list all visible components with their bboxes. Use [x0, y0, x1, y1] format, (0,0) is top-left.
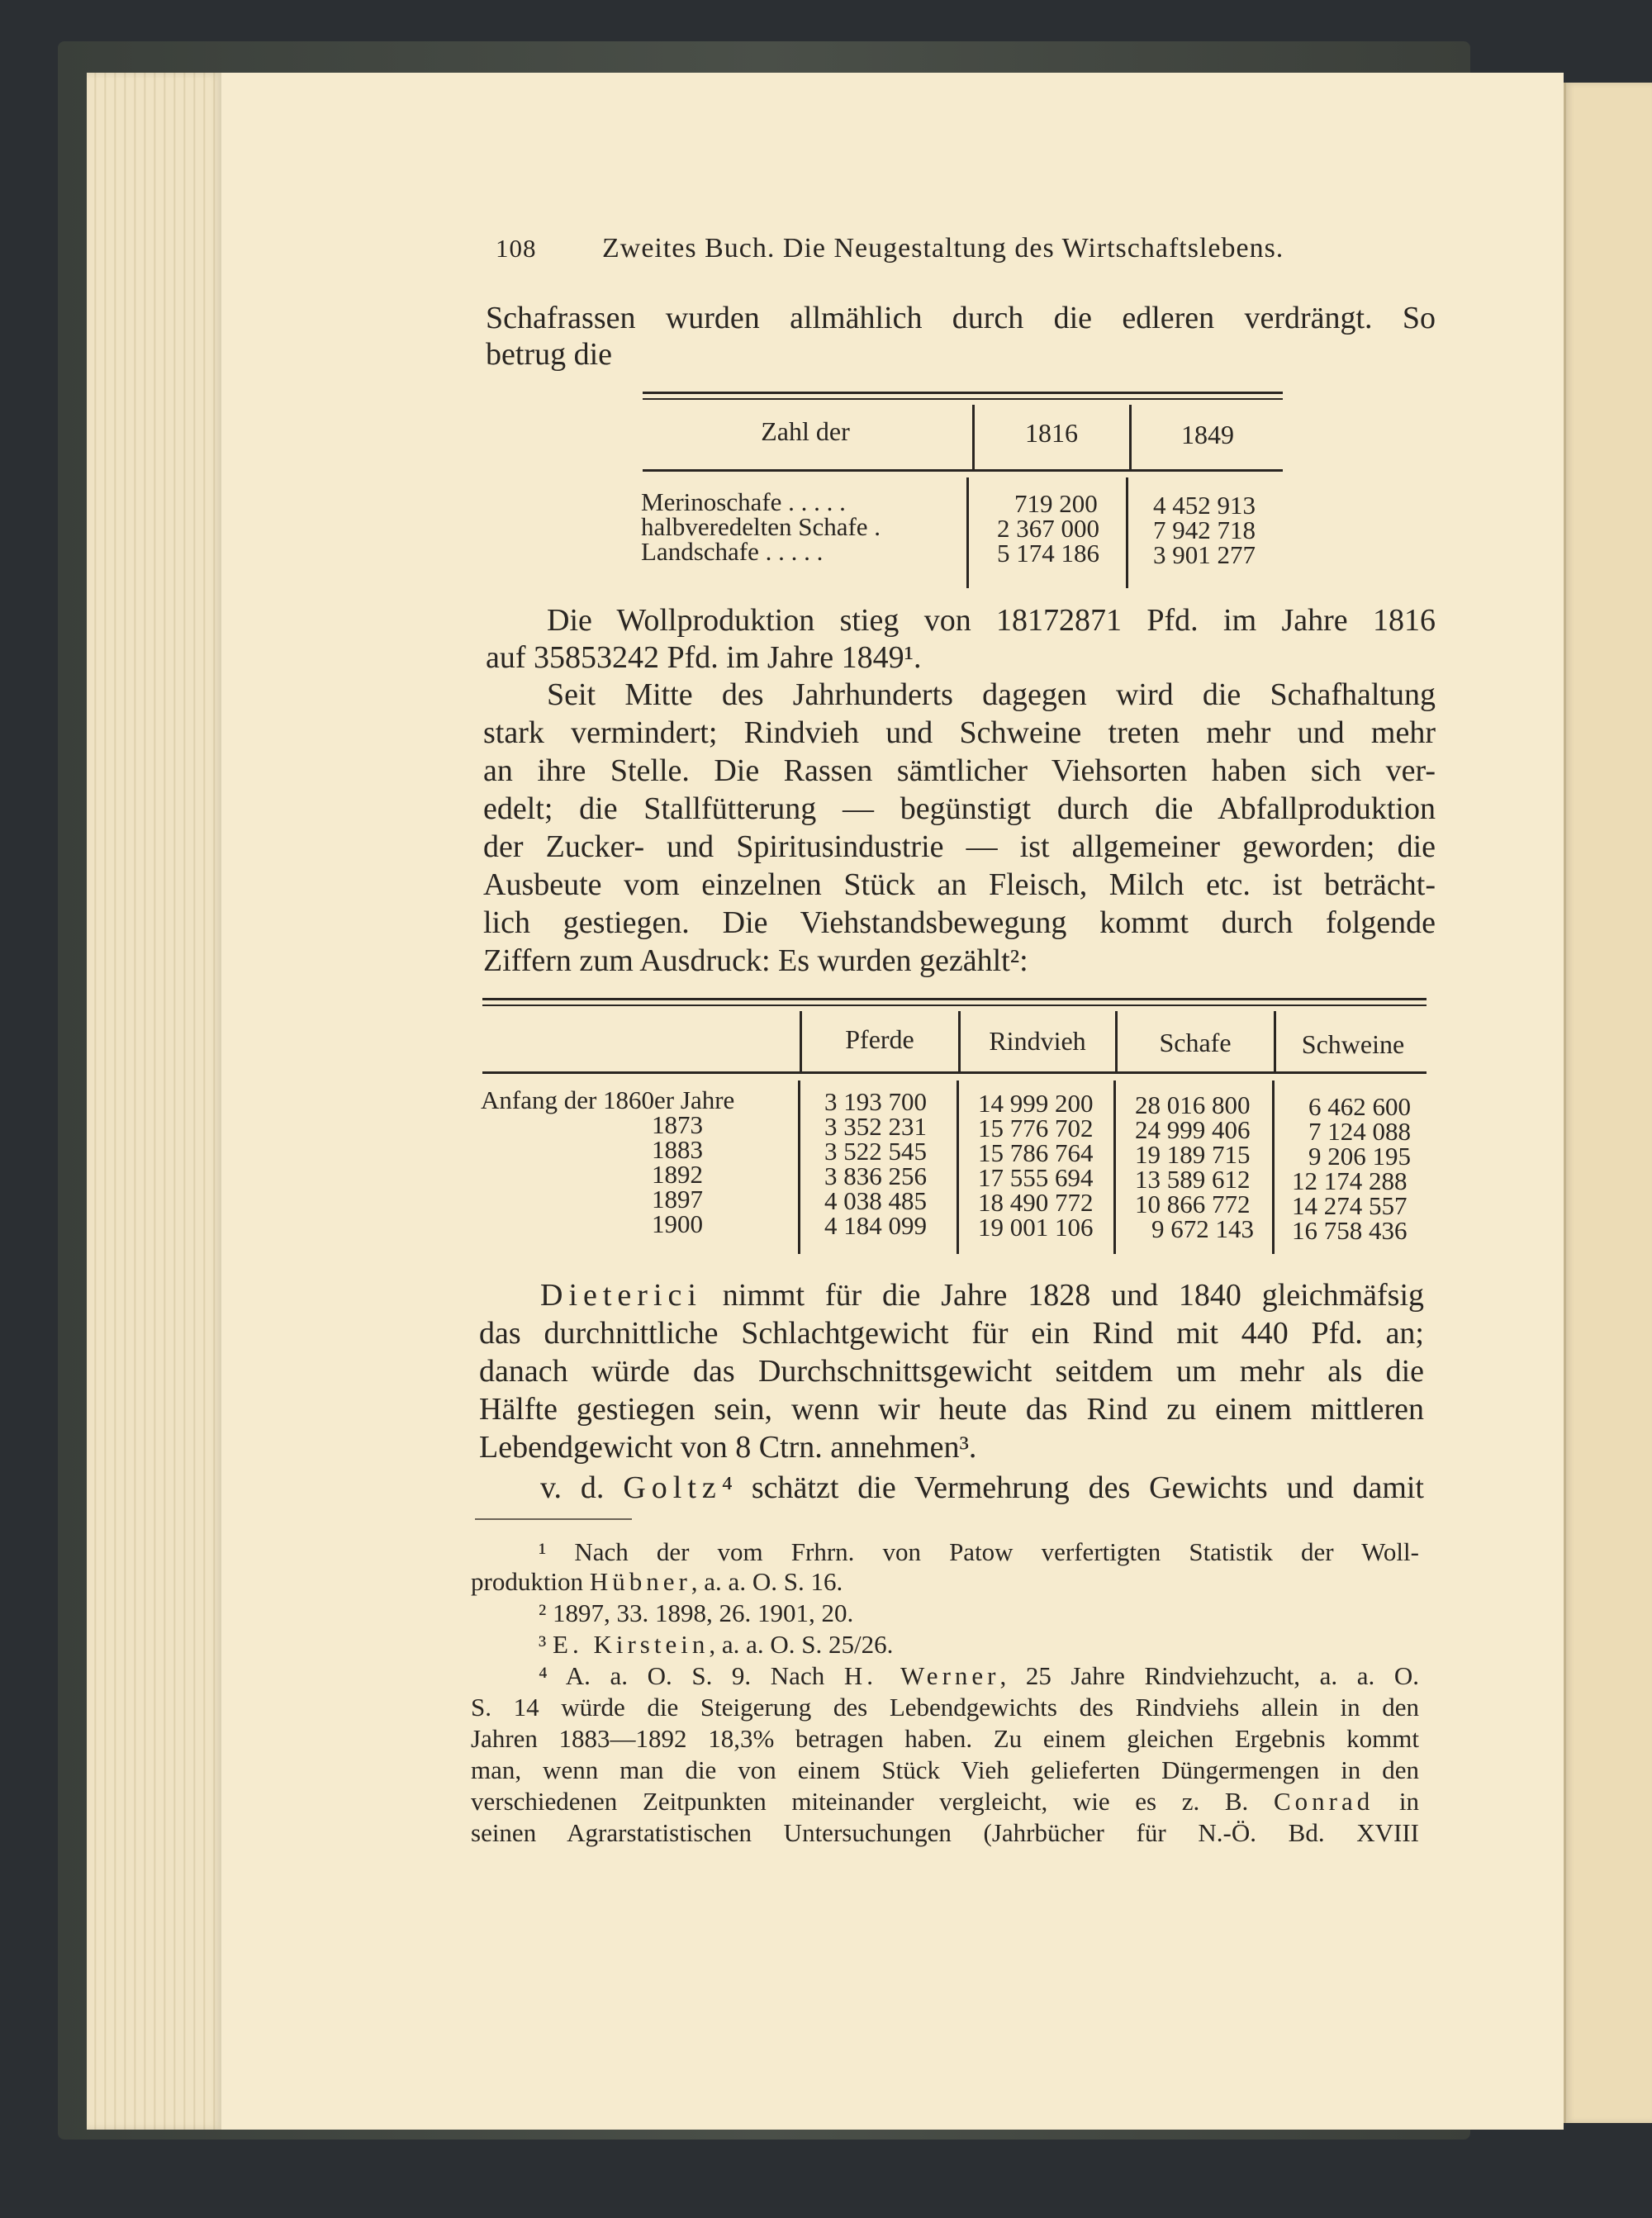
- table1-cell: 5 174 186: [997, 539, 1099, 568]
- table2-row-label: 1892: [652, 1160, 703, 1189]
- para3-line-5: Lebendgewicht von 8 Ctrn. annehmen³.: [479, 1430, 977, 1465]
- table2-cell: 15 776 702: [978, 1114, 1094, 1142]
- table2-vrule-3-head: [1115, 1011, 1118, 1071]
- footnote-1-text-end: , a. a. O. S. 16.: [691, 1567, 843, 1596]
- author-name-goltz: Goltz: [623, 1470, 722, 1505]
- para1-line-2: auf 35853242 Pfd. im Jahre 1849¹.: [486, 640, 922, 675]
- table2-cell: 4 184 099: [824, 1211, 927, 1240]
- author-name-conrad: Conrad: [1273, 1787, 1374, 1816]
- table2-cell: 18 490 772: [978, 1188, 1094, 1217]
- table2-header-schweine: Schweine: [1301, 1029, 1405, 1059]
- table2-cell: 19 189 715: [1135, 1140, 1251, 1169]
- para2-line-3: an ihre Stelle. Die Rassen sämtlicher Viehsorten haben sich ver-: [483, 753, 1436, 788]
- footnote-4-line-4: man, wenn man die von einem Stück Vieh gelieferten Düngermengen in den: [471, 1755, 1419, 1784]
- footnote-4-line-3: Jahren 1883—1892 18,3% betragen haben. Zu einem gleichen Ergebnis kommt: [471, 1724, 1419, 1753]
- intro-line-1: Schafrassen wurden allmählich durch die edleren verdrängt. So: [486, 301, 1436, 335]
- para3-line-1: [540, 1276, 1424, 1314]
- table2-row-label: Anfang der 1860er Jahre: [481, 1085, 735, 1114]
- author-name-kirstein: E. Kirstein: [553, 1630, 710, 1659]
- table2-top-rule-2: [482, 1005, 1427, 1006]
- table2-cell: 3 836 256: [824, 1161, 927, 1190]
- table2-cell: 3 352 231: [824, 1112, 927, 1141]
- page-edges: [87, 73, 223, 2130]
- table2-vrule-2-body: [957, 1081, 959, 1254]
- table2-cell: 3 522 545: [824, 1137, 927, 1166]
- table2-vrule-1-body: [798, 1081, 800, 1254]
- table2-cell: 19 001 106: [978, 1213, 1094, 1242]
- footnote-2: ² 1897, 33. 1898, 26. 1901, 20.: [539, 1598, 854, 1627]
- para3-line-1-rest: nimmt für die Jahre 1828 und 1840 gleichmäfsig: [722, 1278, 1425, 1313]
- para3-line-3: danach würde das Durchschnittsgewicht seitdem um mehr als die: [479, 1354, 1424, 1389]
- footnote-3-mark: ³: [539, 1630, 547, 1659]
- table2-row-label: 1873: [652, 1110, 703, 1139]
- table2-cell: 17 555 694: [978, 1163, 1094, 1192]
- table1-cell: 4 452 913: [1153, 491, 1256, 520]
- table2-vrule-2-head: [958, 1011, 961, 1071]
- table1-cell: 2 367 000: [997, 514, 1099, 543]
- author-name-dieterici: Dieterici: [540, 1278, 702, 1313]
- facing-page-edge: [1564, 83, 1652, 2123]
- table2-header-rindvieh: Rindvieh: [989, 1026, 1086, 1056]
- para2-line-7: lich gestiegen. Die Viehstandsbewegung kommt durch folgende: [483, 905, 1436, 940]
- para3-line-4: Hälfte gestiegen sein, wenn wir heute das Rind zu einem mittleren: [479, 1392, 1424, 1427]
- table1-header-label: Zahl der: [761, 416, 850, 446]
- table2-cell: 12 174 288: [1292, 1166, 1408, 1195]
- footnote-4-line-5: [471, 1786, 1419, 1817]
- table1-top-rule: [643, 392, 1283, 394]
- table2-vrule-3-body: [1113, 1081, 1116, 1254]
- footnote-1-text: produktion: [471, 1567, 584, 1596]
- table1-top-rule-2: [643, 398, 1283, 400]
- footnote-4-text: verschiedenen Zeitpunkten miteinander vergleicht, wie es z. B.: [471, 1787, 1249, 1816]
- table2-cell: 6 462 600: [1308, 1092, 1411, 1121]
- table1-cell: 3 901 277: [1153, 540, 1256, 569]
- para1-line-1: Die Wollproduktion stieg von 18172871 Pfd. im Jahre 1816: [547, 603, 1436, 638]
- table2-cell: 4 038 485: [824, 1186, 927, 1215]
- table2-cell: 9 206 195: [1308, 1142, 1411, 1171]
- page-number: 108: [496, 234, 537, 263]
- para2-line-8: Ziffern zum Ausdruck: Es wurden gezählt²:: [483, 943, 1028, 978]
- table1-header-rule: [643, 469, 1283, 472]
- table2-row-label: 1900: [652, 1209, 703, 1238]
- para4-rest: ⁴ schätzt die Vermehrung des Gewichts und damit: [721, 1470, 1424, 1505]
- footnote-4-text: ⁴ A. a. O. S. 9. Nach: [539, 1661, 825, 1690]
- footnote-4-line-2: S. 14 würde die Steigerung des Lebendgewichts des Rindviehs allein in den: [471, 1693, 1419, 1722]
- para2-line-5: der Zucker- und Spiritusindustrie — ist allgemeiner geworden; die: [483, 829, 1436, 864]
- table2-cell: 24 999 406: [1135, 1115, 1251, 1144]
- table1-vrule-2-body: [1126, 477, 1128, 588]
- table2-cell: 15 786 764: [978, 1138, 1094, 1167]
- table1-row-label: Landschafe . . . . .: [641, 537, 824, 566]
- table2-cell: 9 672 143: [1151, 1214, 1254, 1243]
- para2-line-4: edelt; die Stallfütterung — begünstigt durch die Abfallproduktion: [483, 791, 1436, 826]
- para2-line-6: Ausbeute vom einzelnen Stück an Fleisch, Milch etc. ist beträcht-: [483, 867, 1436, 902]
- intro-line-2: betrug die: [486, 337, 613, 372]
- table2-cell: 14 999 200: [978, 1089, 1094, 1118]
- table2-header-schafe: Schafe: [1159, 1028, 1232, 1057]
- table1-cell: 7 942 718: [1153, 515, 1256, 544]
- table2-row-label: 1897: [652, 1185, 703, 1213]
- para3-line-2: das durchnittliche Schlachtgewicht für ein Rind mit 440 Pfd. an;: [479, 1316, 1424, 1351]
- table1-cell: 719 200: [1014, 489, 1098, 518]
- footnote-3: [539, 1629, 1487, 1660]
- footnote-4-line-1: [539, 1660, 1419, 1692]
- footnote-4-text-end: in: [1398, 1787, 1420, 1816]
- table2-cell: 16 758 436: [1292, 1216, 1408, 1245]
- footnote-1-line-1: ¹ Nach der vom Frhrn. von Patow verfertigten Statistik der Woll-: [539, 1537, 1419, 1566]
- table2-header-rule: [482, 1071, 1427, 1074]
- footnote-4-text-end: , 25 Jahre Rindviehzucht, a. a. O.: [999, 1661, 1420, 1690]
- footnote-separator: [475, 1518, 632, 1520]
- running-title: Zweites Buch. Die Neugestaltung des Wirtschaftslebens.: [602, 233, 1284, 264]
- footnote-3-text: , a. a. O. S. 25/26.: [709, 1630, 894, 1659]
- para4-prefix: v. d.: [540, 1470, 605, 1505]
- table2-cell: 28 016 800: [1135, 1090, 1251, 1119]
- running-head: [496, 233, 1284, 264]
- table2-vrule-4-body: [1272, 1081, 1275, 1254]
- table2-header-pferde: Pferde: [845, 1024, 914, 1054]
- table2-vrule-4-head: [1274, 1011, 1276, 1071]
- table2-cell: 3 193 700: [824, 1087, 927, 1116]
- para2-line-1: Seit Mitte des Jahrhunderts dagegen wird die Schafhaltung: [547, 677, 1436, 712]
- para2-line-2: stark vermindert; Rindvieh und Schweine treten mehr und mehr: [483, 715, 1436, 750]
- author-name-werner: H. Werner: [843, 1661, 1000, 1690]
- footnote-1-line-2: [471, 1566, 1419, 1598]
- table1-header-1849: 1849: [1181, 420, 1234, 449]
- footnote-4-line-6: seinen Agrarstatistischen Untersuchungen (Jahrbücher für N.-Ö. Bd. XVIII: [471, 1818, 1419, 1847]
- table2-top-rule: [482, 998, 1427, 1000]
- author-name-huebner: Hübner: [589, 1567, 691, 1596]
- table2-cell: 14 274 557: [1292, 1191, 1408, 1220]
- table2-cell: 13 589 612: [1135, 1165, 1251, 1194]
- table2-row-label: 1883: [652, 1135, 703, 1164]
- para4-line-1: [540, 1469, 1424, 1507]
- table2-vrule-1-head: [800, 1011, 802, 1071]
- table1-row-label: halbveredelten Schafe .: [641, 512, 881, 541]
- table1-row-label: Merinoschafe . . . . .: [641, 487, 846, 516]
- table1-vrule-1-head: [972, 405, 975, 469]
- table1-vrule-1-body: [966, 477, 969, 588]
- table1-vrule-2-head: [1129, 405, 1132, 469]
- table2-cell: 10 866 772: [1135, 1190, 1251, 1218]
- table1-header-1816: 1816: [1025, 418, 1078, 448]
- table2-cell: 7 124 088: [1308, 1117, 1411, 1146]
